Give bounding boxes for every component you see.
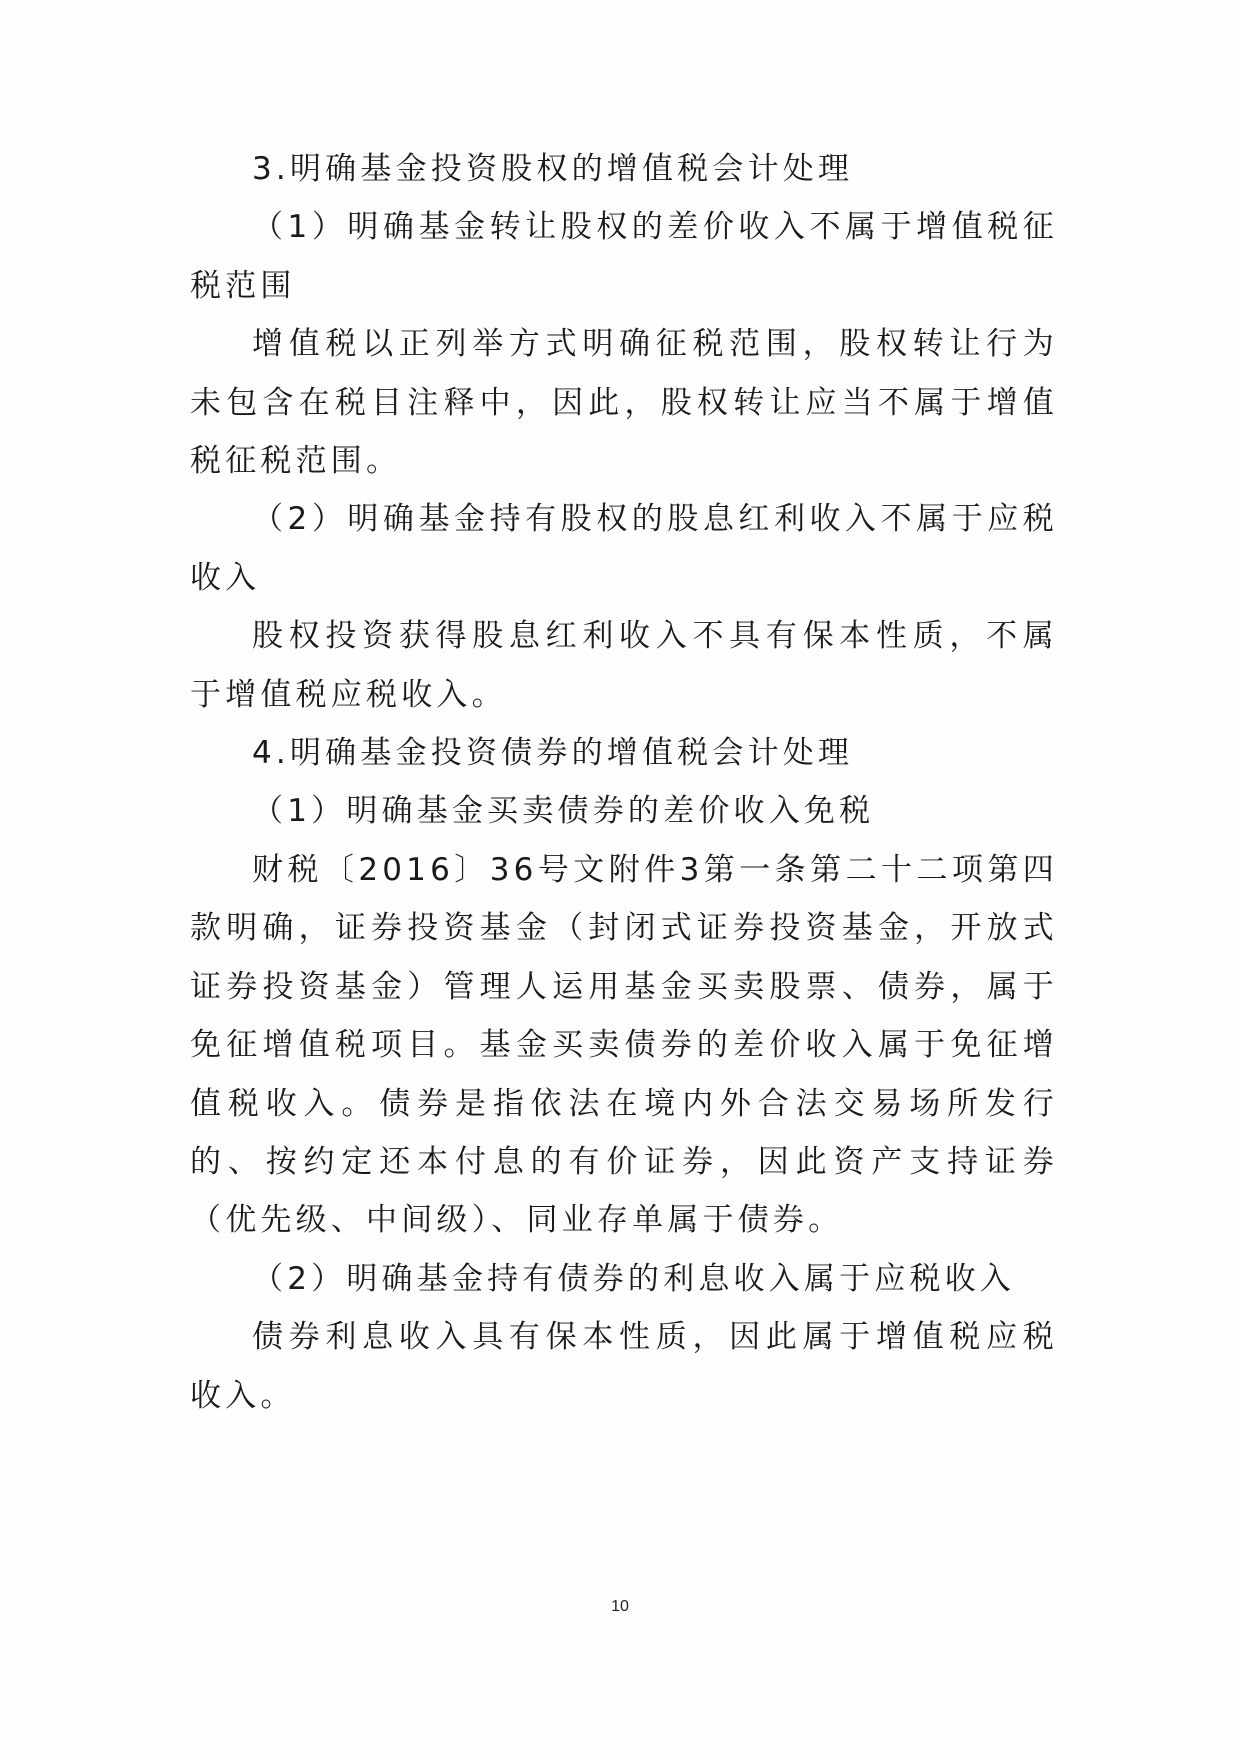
subheading-3-1: （1）明确基金转让股权的差价收入不属于增值税征税范围 bbox=[190, 209, 1058, 304]
page-number: 10 bbox=[611, 1598, 629, 1615]
section-heading-3: 3.明确基金投资股权的增值税会计处理 bbox=[252, 151, 854, 187]
body-paragraph-3-1: 增值税以正列举方式明确征税范围，股权转让行为未包含在税目注释中，因此，股权转让应当不属于增值税征税范围。 bbox=[190, 326, 1058, 480]
document-body bbox=[190, 140, 1058, 1425]
body-paragraph-3-2: 股权投资获得股息红利收入不具有保本性质，不属于增值税应税收入。 bbox=[190, 618, 1058, 713]
section-heading-4: 4.明确基金投资债券的增值税会计处理 bbox=[252, 735, 854, 772]
subheading-4-2: （2）明确基金持有债券的利息收入属于应税收入 bbox=[252, 1260, 1016, 1297]
subheading-4-1: （1）明确基金买卖债券的差价收入免税 bbox=[252, 793, 875, 830]
body-paragraph-4-1: 财税〔2016〕36号文附件3第一条第二十二项第四款明确，证券投资基金（封闭式证券投资基金，开放式证券投资基金）管理人运用基金买卖股票、债券，属于免征增值税项目。基金买卖债券的差价收入属于免征增值税收入。债券是指依法在境内外合法交易场所发行的、按约定还本付息的有价证券，因此资产支持证券（优先级、中间级）、同业存单属于债券。 bbox=[190, 851, 1058, 1239]
body-paragraph-4-2: 债券利息收入具有保本性质，因此属于增值税应税收入。 bbox=[190, 1319, 1058, 1414]
subheading-3-2: （2）明确基金持有股权的股息红利收入不属于应税收入 bbox=[190, 501, 1058, 596]
